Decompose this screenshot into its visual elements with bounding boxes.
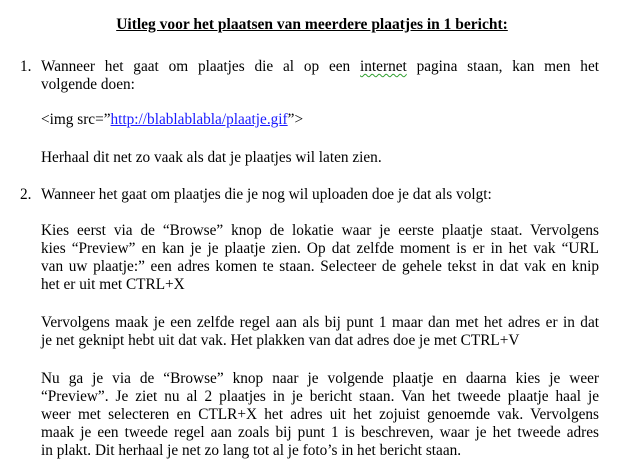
code-snippet (41, 111, 303, 129)
item1-line-1-after: pagina staan, kan men het (406, 58, 599, 75)
code-before: <img src=” (41, 111, 111, 128)
para1-line-1: Kies eerst via de “Browse” knop de lokatie waar je eerste plaatje staat. Vervolgens (41, 222, 599, 239)
item2-intro: Wanneer het gaat om plaatjes die je nog wil uploaden doe je dat als volgt: (41, 186, 492, 203)
list-number-1: 1. (20, 58, 32, 75)
list-number-2: 2. (20, 186, 32, 203)
spellcheck-word: internet (360, 58, 407, 75)
para3-line-1: Nu ga je via de “Browse” knop naar je volgende plaatje en daarna kies je weer (41, 370, 599, 387)
document-title: Uitleg voor het plaatsen van meerdere plaatjes in 1 bericht: (116, 16, 508, 33)
para1-line-2: kies “Preview” en kan je je plaatje zien. Op dat zelfde moment is er in het vak “URL (41, 240, 599, 257)
image-url-link[interactable]: http://blablablabla/plaatje.gif (110, 111, 288, 128)
para2-line-1: Vervolgens maak je een zelfde regel aan als bij punt 1 maar dan met het adres er in dat (41, 314, 599, 331)
para3-line-3: weer met selecteren en CTLR+X het adres uit het zojuist genoemde vak. Vervolgens (41, 406, 599, 423)
para1-line-4: het er uit met CTRL+X (41, 276, 185, 293)
repeat-instruction: Herhaal dit net zo vaak als dat je plaatjes wil laten zien. (41, 149, 382, 166)
code-after: ”> (287, 111, 304, 128)
para2-line-2: je net geknipt hebt uit dat vak. Het plakken van dat adres doe je met CTRL+V (41, 332, 520, 349)
para3-line-5: in plakt. Dit herhaal je net zo lang tot al je foto’s in het bericht staan. (41, 442, 462, 459)
para3-line-4: maak je een tweede regel aan zoals bij punt 1 is beschreven, waar je het tweede adres (41, 424, 599, 441)
para3-line-2: “Preview”. Je ziet nu al 2 plaatjes in je bericht staan. Van het tweede plaatje haal je (41, 388, 599, 405)
item1-line-2: volgende doen: (41, 76, 135, 93)
item1-line-1-before: Wanneer het gaat om plaatjes die al op een (41, 58, 361, 75)
para1-line-3: van uw plaatje:” een adres komen te staan. Selecteer de gehele tekst in dat vak en knip (41, 258, 599, 275)
item1-line-1 (41, 58, 599, 76)
